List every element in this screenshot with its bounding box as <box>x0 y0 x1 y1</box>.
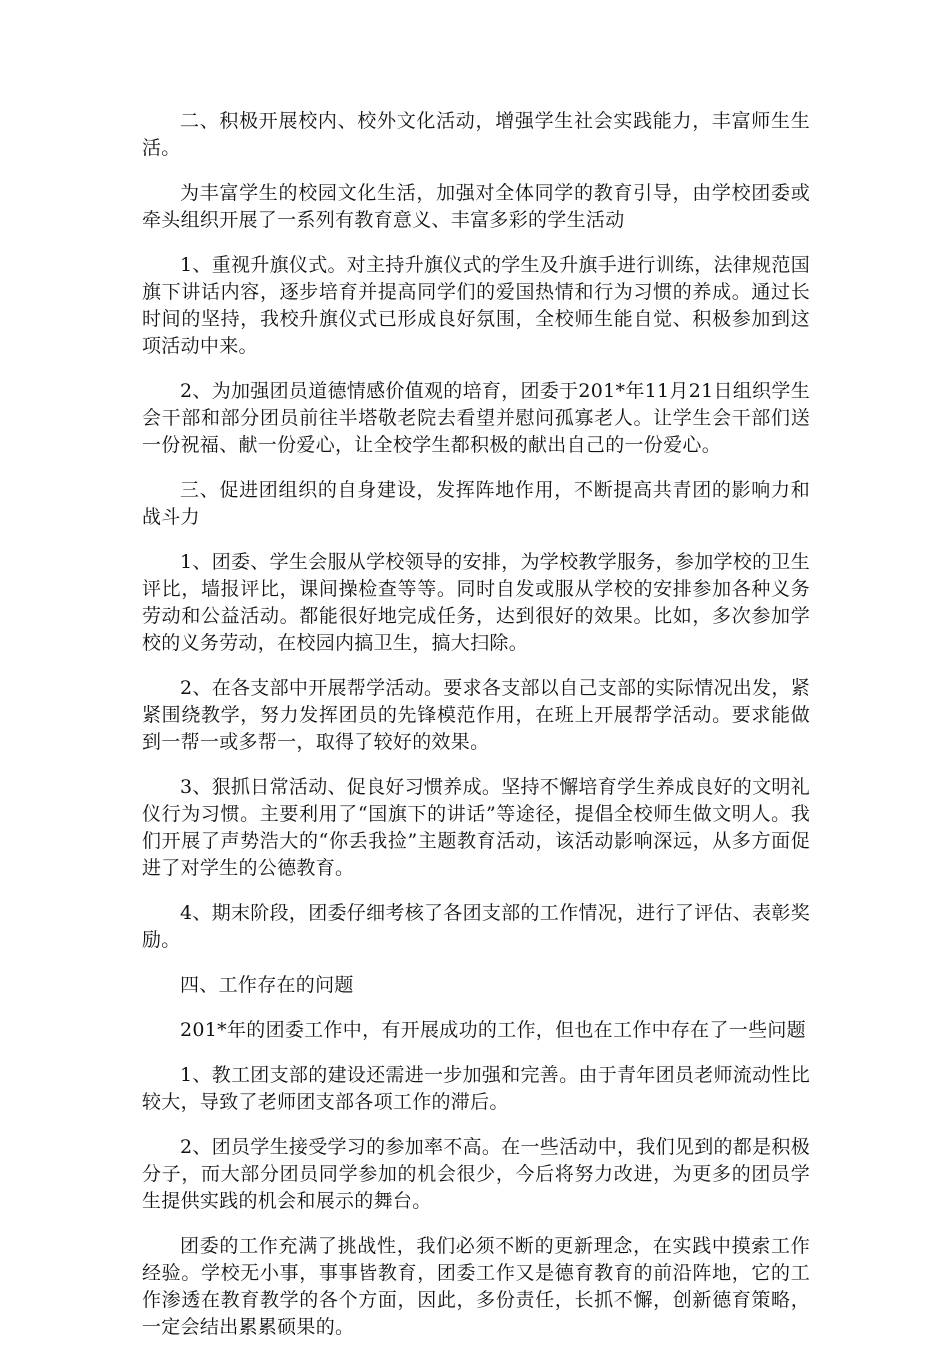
paragraph-intro-activities: 为丰富学生的校园文化生活，加强对全体同学的教育引导，由学校团委或牵头组织开展了一系列有教育意义、丰富多彩的学生活动 <box>142 182 810 231</box>
paragraph-peer-tutoring: 2、在各支部中开展帮学活动。要求各支部以自己支部的实际情况出发，紧紧围绕教学，努力发挥团员的先锋模范作用，在班上开展帮学活动。要求能做到一帮一或多帮一，取得了较好的效果。 <box>142 677 810 753</box>
paragraph-conclusion: 团委的工作充满了挑战性，我们必须不断的更新理念，在实践中摸索工作经验。学校无小事，事事皆教育，团委工作又是德育教育的前沿阵地，它的工作渗透在教育教学的各个方面，因此，多份责任，长抓不懈，创新德育策略，一定会结出累累硕果的。 <box>142 1235 810 1338</box>
section-heading-problems: 四、工作存在的问题 <box>180 974 354 996</box>
paragraph-problems-intro: 201*年的团委工作中，有开展成功的工作，但也在工作中存在了一些问题 <box>180 1019 806 1041</box>
paragraph-good-habits: 3、狠抓日常活动、促良好习惯养成。坚持不懈培育学生养成良好的文明礼仪行为习惯。主要利用了“国旗下的讲话”等途径，提倡全校师生做文明人。我们开展了声势浩大的“你丢我捡”主题教育活动，该活动影响深远，从多方面促进了对学生的公德教育。 <box>142 776 810 879</box>
section-heading-activities: 二、积极开展校内、校外文化活动，增强学生社会实践能力，丰富师生生活。 <box>142 110 810 159</box>
paragraph-flag-ceremony: 1、重视升旗仪式。对主持升旗仪式的学生及升旗手进行训练，法律规范国旗下讲话内容，逐步培育并提高同学们的爱国热情和行为习惯的养成。通过长时间的坚持，我校升旗仪式已形成良好氛围，全校师生能自觉、积极参加到这项活动中来。 <box>142 254 810 357</box>
paragraph-nursing-home-visit: 2、为加强团员道德情感价值观的培育，团委于201*年11月21日组织学生会干部和部分团员前往半塔敬老院去看望并慰问孤寡老人。让学生会干部们送一份祝福、献一份爱心，让全校学生都积极的献出自己的一份爱心。 <box>142 380 811 456</box>
document-page <box>142 108 810 1359</box>
paragraph-problem-participation: 2、团员学生接受学习的参加率不高。在一些活动中，我们见到的都是积极分子，而大部分团员同学参加的机会很少，今后将努力改进，为更多的团员学生提供实践的机会和展示的舞台。 <box>142 1136 810 1212</box>
paragraph-problem-teacher-branch: 1、教工团支部的建设还需进一步加强和完善。由于青年团员老师流动性比较大，导致了老师团支部各项工作的滞后。 <box>142 1064 810 1113</box>
paragraph-student-union-service: 1、团委、学生会服从学校领导的安排，为学校教学服务，参加学校的卫生评比，墙报评比，课间操检查等等。同时自发或服从学校的安排参加各种义务劳动和公益活动。都能很好地完成任务，达到很好的效果。比如，多次参加学校的义务劳动，在校园内搞卫生，搞大扫除。 <box>142 551 810 654</box>
paragraph-term-evaluation: 4、期末阶段，团委仔细考核了各团支部的工作情况，进行了评估、表彰奖励。 <box>142 902 810 951</box>
section-heading-organization: 三、促进团组织的自身建设，发挥阵地作用，不断提高共青团的影响力和战斗力 <box>142 479 810 528</box>
